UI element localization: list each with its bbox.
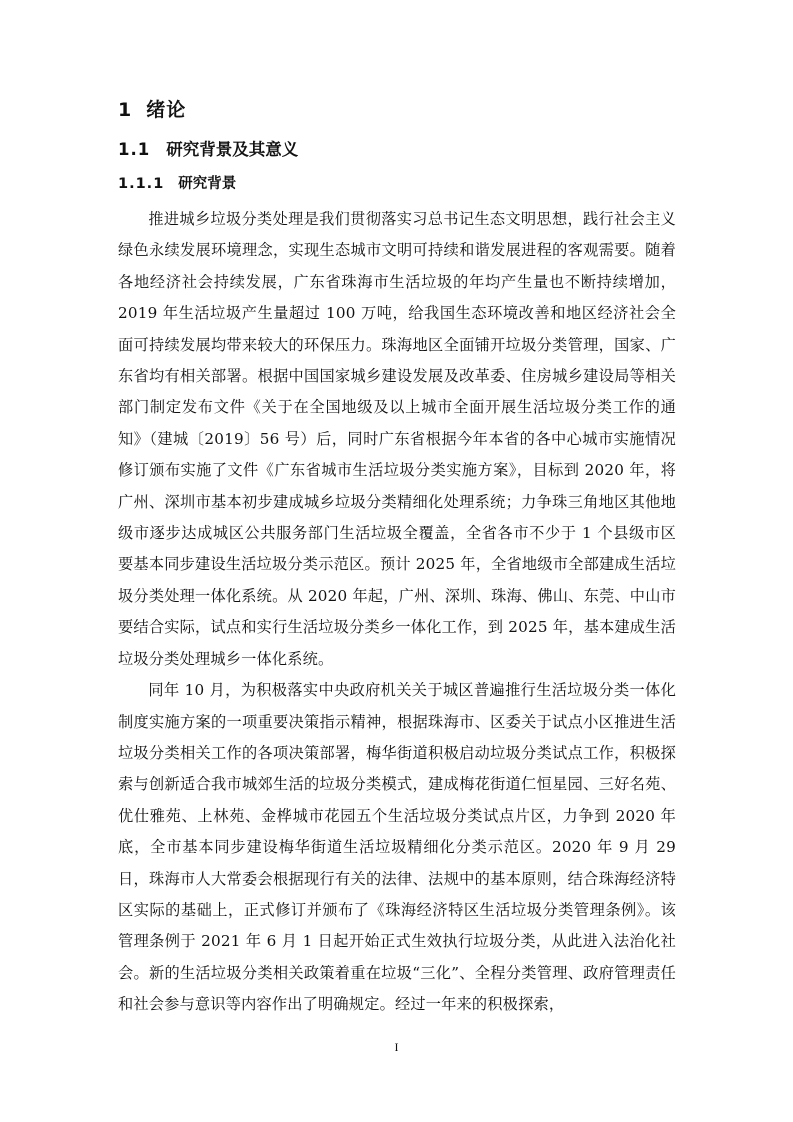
subsection-heading [118, 172, 236, 193]
chapter-heading [118, 95, 186, 122]
subsection-title: 研究背景 [178, 176, 237, 192]
subsection-number: 1.1.1 [118, 176, 165, 192]
body-text [118, 204, 676, 1021]
chapter-title: 绪论 [146, 99, 187, 121]
section-title: 研究背景及其意义 [166, 140, 299, 159]
paragraph: 同年 10 月，为积极落实中央政府机关关于城区普遍推行生活垃圾分类一体化制度实施方案的一项重要决策指示精神，根据珠海市、区委关于试点小区推进生活垃圾分类相关工作的各项决策部署，梅华街道积极启动垃圾分类试点工作，积极探索与创新适合我市城郊生活的垃圾分类模式，建成梅花街道仁恒星园、三好名苑、优仕雅苑、上林苑、金桦城市花园五个生活垃圾分类试点片区，力争到 2020 年底，全市基本同步建设梅华街道生活垃圾精细化分类示范区。2020 年 9 月 29 日，珠海市人大常委会根据现行有关的法律、法规中的基本原则，结合珠海经济特区实际的基础上，正式修订并颁布了《珠海经济特区生活垃圾分类管理条例》。该管理条例于 2021 年 6 月 1 日起开始正式生效执行垃圾分类，从此进入法治化社会。新的生活垃圾分类相关政策着重在垃圾“三化”、全程分类管理、政府管理责任和社会参与意识等内容作出了明确规定。经过一年来的积极探索， [118, 681, 676, 1014]
chapter-number: 1 [118, 99, 133, 121]
section-number: 1.1 [118, 140, 151, 159]
page-number: I [394, 1040, 399, 1054]
paragraph: 推进城乡垃圾分类处理是我们贯彻落实习总书记生态文明思想，践行社会主义绿色永续发展环境理念，实现生态城市文明可持续和谐发展进程的客观需要。随着各地经济社会持续发展，广东省珠海市生活垃圾的年均产生量也不断持续增加，2019 年生活垃圾产生量超过 100 万吨，给我国生态环境改善和地区经济社会全面可持续发展均带来较大的环保压力。珠海地区全面铺开垃圾分类管理，国家、广东省均有相关部署。根据中国国家城乡建设发展及改革委、住房城乡建设局等相关部门制定发布文件《关于在全国地级及以上城市全面开展生活垃圾分类工作的通知》（建城〔2019〕56 号）后，同时广东省根据今年本省的各中心城市实施情况修订颁布实施了文件《广东省城市生活垃圾分类实施方案》，目标到 2020 年，将广州、深圳市基本初步建成城乡垃圾分类精细化处理系统；力争珠三角地区其他地级市逐步达成城区公共服务部门生活垃圾全覆盖，全省各市不少于 1 个县级市区要基本同步建设生活垃圾分类示范区。预计 2025 年，全省地级市全部建成生活垃圾分类处理一体化系统。从 2020 年起，广州、深圳、珠海、佛山、东莞、中山市要结合实际，试点和实行生活垃圾分类乡一体化工作，到 2025 年，基本建成生活垃圾分类处理城乡一体化系统。 [118, 210, 676, 668]
section-heading [118, 136, 298, 160]
